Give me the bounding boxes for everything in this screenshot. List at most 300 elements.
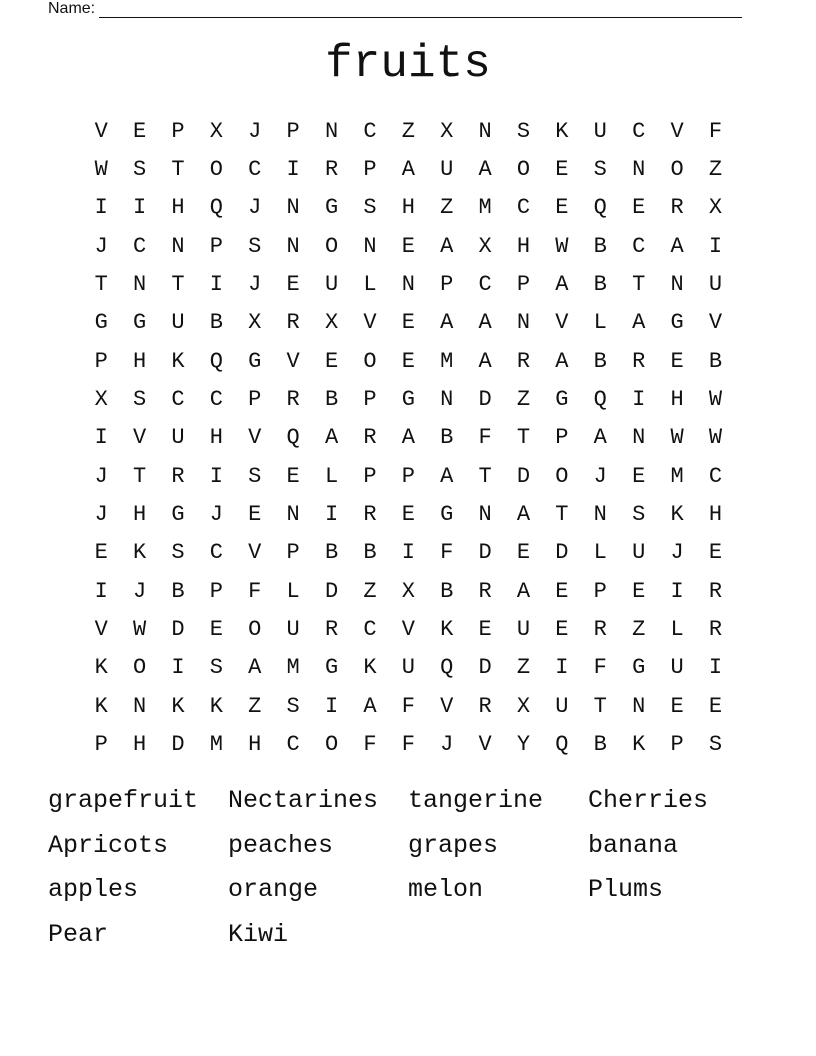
grid-letter: E [94, 540, 108, 566]
word-list-item: Nectarines [228, 785, 379, 815]
grid-letter: G [324, 195, 339, 221]
grid-letter: D [171, 617, 185, 643]
word-list-item: apples [48, 875, 139, 905]
grid-letter: X [440, 118, 454, 144]
grid-letter: E [401, 348, 415, 374]
grid-letter: K [171, 693, 185, 719]
grid-letter: Q [209, 195, 223, 221]
grid-letter: P [94, 732, 108, 758]
grid-letter: R [708, 578, 723, 604]
word-list-item: grapes [408, 830, 499, 860]
grid-letter: C [209, 540, 223, 566]
grid-letter: O [555, 463, 569, 489]
grid-letter: Z [632, 617, 646, 643]
grid-letter: B [363, 540, 377, 566]
grid-letter: H [171, 195, 185, 221]
grid-letter: H [132, 732, 147, 758]
grid-letter: U [670, 655, 684, 681]
grid-letter: B [708, 348, 723, 374]
grid-letter: T [555, 502, 569, 528]
grid-letter: V [401, 617, 415, 643]
grid-letter: E [478, 617, 492, 643]
grid-letter: K [94, 655, 108, 681]
grid-letter: N [632, 693, 646, 719]
word-list-item: grapefruit [48, 785, 199, 815]
name-field [48, 0, 742, 18]
grid-letter: V [248, 425, 262, 451]
grid-letter: Y [516, 732, 531, 758]
grid-letter: U [171, 310, 185, 336]
grid-letter: U [401, 655, 415, 681]
grid-letter: N [132, 693, 147, 719]
grid-letter: R [632, 348, 646, 374]
grid-letter: L [324, 463, 339, 489]
grid-letter: E [324, 348, 339, 374]
grid-letter: F [440, 540, 454, 566]
grid-letter: W [708, 387, 723, 413]
grid-letter: J [248, 272, 262, 298]
grid-letter: Z [516, 387, 531, 413]
grid-letter: M [440, 348, 454, 374]
grid-letter: D [324, 578, 339, 604]
grid-letter: M [209, 732, 223, 758]
word-list-item: Pear [48, 919, 109, 949]
grid-letter: S [132, 157, 147, 183]
grid-letter: E [555, 617, 569, 643]
grid-letter: V [94, 617, 108, 643]
grid-letter: E [248, 502, 262, 528]
grid-letter: I [324, 502, 339, 528]
grid-letter: P [209, 578, 223, 604]
grid-letter: C [132, 233, 147, 259]
grid-letter: E [555, 578, 569, 604]
grid-letter: F [401, 732, 415, 758]
grid-letter: U [555, 693, 569, 719]
grid-letter: Z [248, 693, 262, 719]
grid-letter: A [593, 425, 607, 451]
grid-letter: I [670, 578, 684, 604]
grid-letter: W [94, 157, 108, 183]
grid-letter: I [555, 655, 569, 681]
grid-letter: F [708, 118, 723, 144]
grid-letter: R [363, 502, 377, 528]
word-list-item: orange [228, 875, 319, 905]
grid-letter: S [516, 118, 531, 144]
grid-letter: I [708, 233, 723, 259]
grid-letter: E [401, 310, 415, 336]
grid-letter: O [132, 655, 147, 681]
grid-letter: K [209, 693, 223, 719]
grid-letter: N [363, 233, 377, 259]
grid-letter: B [593, 272, 607, 298]
grid-letter: E [401, 233, 415, 259]
grid-letter: Q [593, 195, 607, 221]
grid-letter: A [440, 463, 454, 489]
grid-letter: W [132, 617, 147, 643]
grid-letter: S [248, 463, 262, 489]
grid-letter: H [516, 233, 531, 259]
grid-letter: P [248, 387, 262, 413]
word-list-item: tangerine [408, 785, 544, 815]
grid-letter: Z [516, 655, 531, 681]
grid-letter: L [593, 310, 607, 336]
grid-letter: O [516, 157, 531, 183]
grid-letter: P [593, 578, 607, 604]
grid-letter: O [670, 157, 684, 183]
grid-letter: N [516, 310, 531, 336]
grid-letter: C [363, 617, 377, 643]
grid-letter: D [516, 463, 531, 489]
grid-letter: T [171, 157, 185, 183]
grid-letter: V [248, 540, 262, 566]
grid-letter: O [209, 157, 223, 183]
grid-letter: V [440, 693, 454, 719]
grid-letter: L [363, 272, 377, 298]
grid-letter: B [324, 540, 339, 566]
grid-letter: A [440, 233, 454, 259]
grid-letter: Q [593, 387, 607, 413]
grid-letter: P [171, 118, 185, 144]
grid-letter: U [171, 425, 185, 451]
grid-letter: U [708, 272, 723, 298]
grid-letter: A [555, 348, 569, 374]
grid-letter: Q [209, 348, 223, 374]
grid-letter: G [670, 310, 684, 336]
grid-letter: X [248, 310, 262, 336]
grid-letter: P [401, 463, 415, 489]
grid-letter: A [516, 502, 531, 528]
grid-letter: G [632, 655, 646, 681]
grid-letter: K [94, 693, 108, 719]
grid-letter: I [209, 463, 223, 489]
grid-letter: B [593, 348, 607, 374]
grid-letter: W [555, 233, 569, 259]
grid-letter: T [94, 272, 108, 298]
grid-letter: X [324, 310, 339, 336]
grid-letter: B [440, 425, 454, 451]
grid-letter: D [171, 732, 185, 758]
grid-letter: S [593, 157, 607, 183]
grid-letter: D [478, 540, 492, 566]
grid-letter: L [670, 617, 684, 643]
word-list [48, 778, 768, 957]
grid-letter: N [286, 195, 300, 221]
grid-letter: T [132, 463, 147, 489]
grid-letter: E [401, 502, 415, 528]
grid-letter: Z [401, 118, 415, 144]
grid-letter: P [363, 463, 377, 489]
grid-letter: S [286, 693, 300, 719]
grid-letter: U [440, 157, 454, 183]
grid-letter: C [708, 463, 723, 489]
grid-letter: N [478, 118, 492, 144]
grid-letter: E [670, 348, 684, 374]
grid-letter: E [708, 540, 723, 566]
grid-letter: D [478, 655, 492, 681]
grid-letter: A [478, 348, 492, 374]
word-list-item: Kiwi [228, 919, 289, 949]
grid-letter: L [593, 540, 607, 566]
grid-letter: H [209, 425, 223, 451]
puzzle-title: fruits [325, 38, 491, 90]
grid-letter: C [363, 118, 377, 144]
grid-letter: R [286, 387, 300, 413]
grid-letter: P [94, 348, 108, 374]
grid-letter: G [440, 502, 454, 528]
grid-letter: E [670, 693, 684, 719]
grid-letter: C [632, 118, 646, 144]
grid-letter: R [478, 578, 492, 604]
grid-letter: V [478, 732, 492, 758]
grid-letter: A [248, 655, 262, 681]
grid-letter: C [516, 195, 531, 221]
grid-letter: N [132, 272, 147, 298]
grid-letter: U [324, 272, 339, 298]
grid-letter: W [708, 425, 723, 451]
grid-letter: T [632, 272, 646, 298]
grid-letter: U [632, 540, 646, 566]
grid-letter: P [670, 732, 684, 758]
grid-letter: B [171, 578, 185, 604]
grid-letter: E [632, 195, 646, 221]
grid-letter: O [363, 348, 377, 374]
grid-letter: H [708, 502, 723, 528]
grid-letter: H [401, 195, 415, 221]
grid-letter: X [478, 233, 492, 259]
grid-letter: A [478, 310, 492, 336]
grid-letter: V [363, 310, 377, 336]
grid-letter: F [478, 425, 492, 451]
grid-letter: C [248, 157, 262, 183]
grid-letter: F [401, 693, 415, 719]
grid-letter: N [632, 157, 646, 183]
grid-letter: N [670, 272, 684, 298]
grid-letter: G [555, 387, 569, 413]
grid-letter: J [94, 463, 108, 489]
grid-letter: B [593, 732, 607, 758]
word-list-item: peaches [228, 830, 334, 860]
grid-letter: I [94, 425, 108, 451]
grid-letter: V [286, 348, 300, 374]
grid-letter: B [324, 387, 339, 413]
grid-letter: H [132, 348, 147, 374]
grid-letter: N [593, 502, 607, 528]
grid-letter: K [632, 732, 646, 758]
grid-letter: C [632, 233, 646, 259]
grid-letter: C [478, 272, 492, 298]
grid-letter: A [632, 310, 646, 336]
grid-letter: B [593, 233, 607, 259]
grid-letter: I [324, 693, 339, 719]
grid-letter: P [516, 272, 531, 298]
grid-letter: G [94, 310, 108, 336]
grid-letter: K [132, 540, 147, 566]
grid-letter: R [516, 348, 531, 374]
grid-letter: J [94, 233, 108, 259]
grid-letter: I [209, 272, 223, 298]
grid-letter: N [401, 272, 415, 298]
grid-letter: V [555, 310, 569, 336]
grid-letter: N [286, 502, 300, 528]
grid-letter: A [324, 425, 339, 451]
grid-letter: D [478, 387, 492, 413]
grid-letter: X [708, 195, 723, 221]
grid-letter: H [670, 387, 684, 413]
word-list-item: Apricots [48, 830, 169, 860]
grid-letter: T [478, 463, 492, 489]
grid-letter: A [478, 157, 492, 183]
grid-letter: N [632, 425, 646, 451]
word-list-item: Cherries [588, 785, 709, 815]
grid-letter: Q [440, 655, 454, 681]
grid-letter: I [632, 387, 646, 413]
grid-letter: T [593, 693, 607, 719]
grid-letter: Z [440, 195, 454, 221]
grid-letter: N [478, 502, 492, 528]
grid-letter: K [363, 655, 377, 681]
grid-letter: M [670, 463, 684, 489]
word-list-item: banana [588, 830, 679, 860]
grid-letter: N [440, 387, 454, 413]
grid-letter: R [708, 617, 723, 643]
grid-letter: S [632, 502, 646, 528]
grid-letter: H [248, 732, 262, 758]
grid-letter: I [94, 195, 108, 221]
grid-letter: I [171, 655, 185, 681]
grid-letter: X [401, 578, 415, 604]
grid-letter: O [324, 732, 339, 758]
grid-letter: K [670, 502, 684, 528]
grid-letter: P [363, 387, 377, 413]
grid-letter: P [209, 233, 223, 259]
grid-letter: S [209, 655, 223, 681]
grid-letter: X [209, 118, 223, 144]
grid-letter: T [171, 272, 185, 298]
grid-letter: K [440, 617, 454, 643]
grid-letter: Q [286, 425, 300, 451]
grid-letter: F [248, 578, 262, 604]
grid-letter: R [324, 617, 339, 643]
grid-letter: I [401, 540, 415, 566]
grid-letter: G [248, 348, 262, 374]
name-label: Name: [48, 0, 96, 17]
grid-letter: S [171, 540, 185, 566]
grid-letter: R [478, 693, 492, 719]
grid-letter: C [171, 387, 185, 413]
grid-letter: U [516, 617, 531, 643]
grid-letter: T [516, 425, 531, 451]
grid-letter: J [94, 502, 108, 528]
grid-letter: J [248, 195, 262, 221]
grid-letter: V [708, 310, 723, 336]
grid-letter: R [670, 195, 684, 221]
grid-letter: O [248, 617, 262, 643]
grid-letter: A [670, 233, 684, 259]
grid-letter: E [632, 578, 646, 604]
grid-letter: E [555, 157, 569, 183]
grid-letter: E [209, 617, 223, 643]
word-list-item: Plums [588, 875, 664, 905]
grid-letter: A [363, 693, 377, 719]
grid-letter: G [171, 502, 185, 528]
letter-grid [82, 112, 735, 764]
grid-letter: N [286, 233, 300, 259]
grid-letter: E [632, 463, 646, 489]
name-line [99, 2, 742, 18]
grid-letter: P [555, 425, 569, 451]
grid-letter: C [209, 387, 223, 413]
grid-letter: S [132, 387, 147, 413]
grid-letter: U [593, 118, 607, 144]
grid-letter: G [324, 655, 339, 681]
grid-letter: P [286, 540, 300, 566]
grid-letter: R [363, 425, 377, 451]
grid-letter: N [171, 233, 185, 259]
grid-letter: A [440, 310, 454, 336]
grid-letter: E [286, 272, 300, 298]
grid-letter: N [324, 118, 339, 144]
grid-letter: A [516, 578, 531, 604]
grid-letter: K [555, 118, 569, 144]
grid-letter: M [478, 195, 492, 221]
grid-letter: E [516, 540, 531, 566]
grid-letter: X [516, 693, 531, 719]
grid-letter: L [286, 578, 300, 604]
grid-letter: F [593, 655, 607, 681]
grid-letter: R [593, 617, 607, 643]
grid-letter: B [440, 578, 454, 604]
grid-letter: J [209, 502, 223, 528]
grid-letter: J [440, 732, 454, 758]
grid-letter: Z [363, 578, 377, 604]
grid-letter: W [670, 425, 684, 451]
grid-letter: X [94, 387, 108, 413]
grid-letter: J [248, 118, 262, 144]
grid-letter: R [286, 310, 300, 336]
grid-letter: I [132, 195, 147, 221]
grid-letter: E [708, 693, 723, 719]
grid-letter: S [708, 732, 723, 758]
grid-letter: A [401, 425, 415, 451]
grid-letter: K [171, 348, 185, 374]
grid-letter: E [132, 118, 147, 144]
grid-letter: H [132, 502, 147, 528]
grid-letter: S [248, 233, 262, 259]
grid-letter: J [132, 578, 147, 604]
grid-letter: G [132, 310, 147, 336]
grid-letter: I [286, 157, 300, 183]
word-list-item: melon [408, 875, 484, 905]
grid-letter: A [555, 272, 569, 298]
grid-letter: J [593, 463, 607, 489]
grid-letter: V [670, 118, 684, 144]
grid-letter: J [670, 540, 684, 566]
grid-letter: R [171, 463, 185, 489]
grid-letter: D [555, 540, 569, 566]
grid-letter: I [94, 578, 108, 604]
grid-letter: B [209, 310, 223, 336]
grid-letter: O [324, 233, 339, 259]
grid-letter: P [363, 157, 377, 183]
grid-letter: R [324, 157, 339, 183]
grid-letter: V [94, 118, 108, 144]
grid-letter: Q [555, 732, 569, 758]
grid-letter: E [555, 195, 569, 221]
grid-letter: I [708, 655, 723, 681]
grid-letter: A [401, 157, 415, 183]
grid-letter: P [286, 118, 300, 144]
grid-letter: G [401, 387, 415, 413]
